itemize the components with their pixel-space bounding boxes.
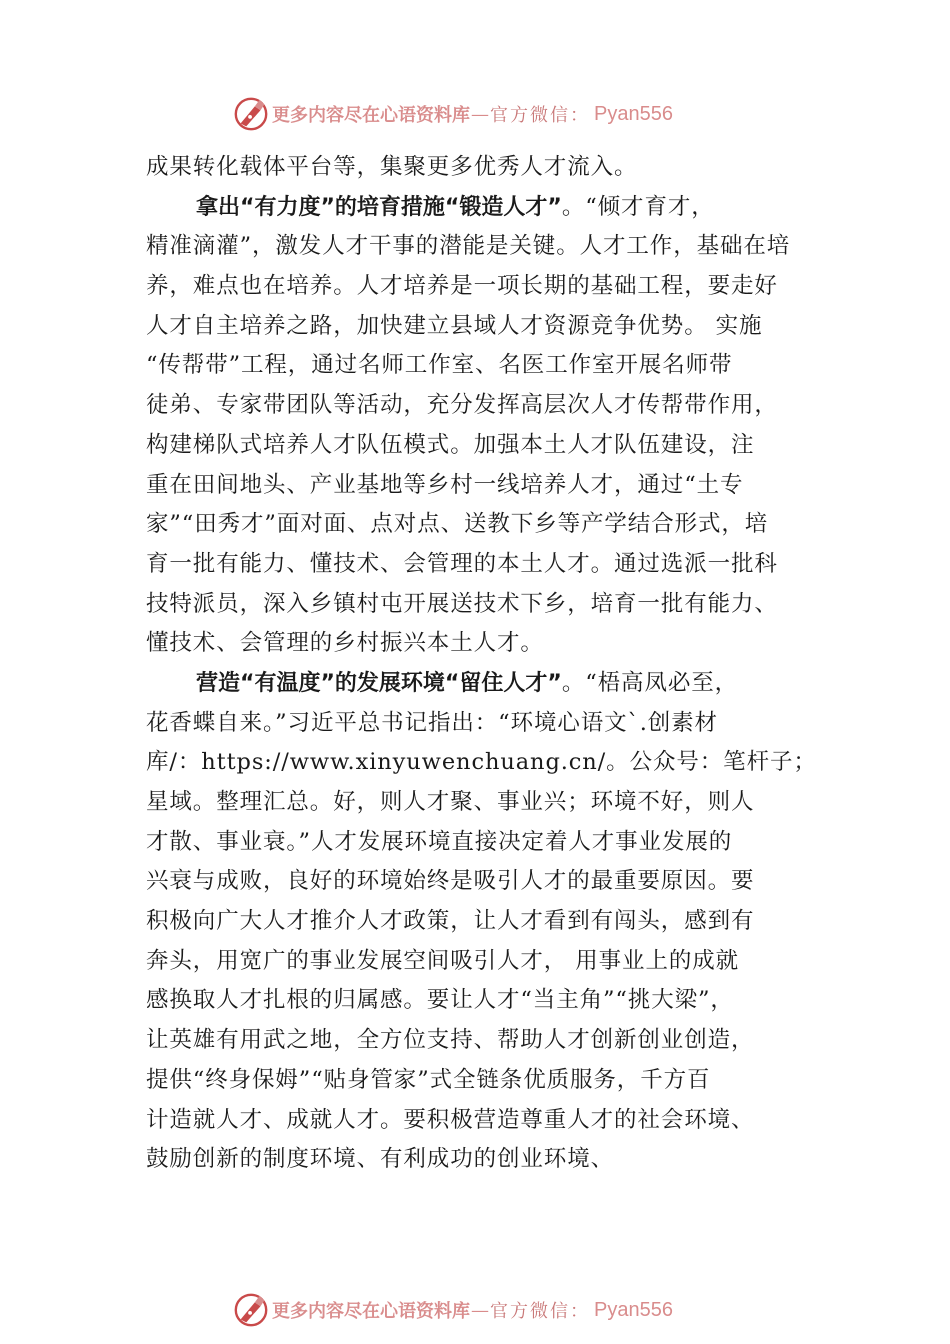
banner-dash: — xyxy=(471,1299,489,1321)
heading-line-rest: 。“梧高凤必至， xyxy=(561,669,739,696)
text-line: 构建梯队式培养人才队伍模式。加强本土人才队伍建设，注 xyxy=(146,431,755,458)
document-body xyxy=(146,148,826,1180)
banner-official-label: 官方微信： xyxy=(490,1301,590,1322)
section-heading-line xyxy=(146,664,826,704)
text-line: 奔头，用宽广的事业发展空间吸引人才， 用事业上的成就 xyxy=(146,947,740,974)
text-line: 精准滴灌”，激发人才干事的潜能是关键。人才工作，基础在培 xyxy=(146,233,791,260)
text-line: 才散、事业衰。”人才发展环境直接决定着人才事业发展的 xyxy=(146,828,733,855)
text-line: 懂技术、会管理的乡村振兴本土人才。 xyxy=(146,630,544,657)
text-line: 感换取人才扎根的归属感。要让人才“当主角”“挑大梁”， xyxy=(146,987,734,1014)
pen-nib-logo-icon xyxy=(232,95,270,133)
heading-line-rest: 。“倾才育才， xyxy=(561,193,715,220)
section-heading: 拿出“有力度”的培育措施“锻造人才” xyxy=(196,194,562,220)
text-line: 兴衰与成败，良好的环境始终是吸引人才的最重要原因。要 xyxy=(146,868,755,895)
text-line: 养，难点也在培养。人才培养是一项长期的基础工程，要走好 xyxy=(146,273,778,300)
text-line: 提供“终身保姆”“贴身管家”式全链条优质服务，千方百 xyxy=(146,1066,711,1093)
banner-wechat-id: Pyan556 xyxy=(594,1298,673,1321)
text-line: 让英雄有用武之地，全方位支持、帮助人才创新创业创造， xyxy=(146,1027,755,1054)
banner-official-label: 官方微信： xyxy=(490,105,590,126)
section-heading-line xyxy=(146,188,826,228)
text-line: 鼓励创新的制度环境、有利成功的创业环境、 xyxy=(146,1146,615,1173)
text-line: 重在田间地头、产业基地等乡村一线培养人才，通过“土专 xyxy=(146,471,744,498)
section-heading: 营造“有温度”的发展环境“留住人才” xyxy=(196,670,562,696)
text-line: 库/：https://www.xinyuwenchuang.cn/。公众号：笔杆子； xyxy=(146,749,817,776)
banner-dash: — xyxy=(471,103,489,125)
pen-nib-logo-icon xyxy=(232,1291,270,1329)
text-line: 花香蝶自来。”习近平总书记指出：“环境心语文`.创素材 xyxy=(146,709,718,736)
text-line: 成果转化载体平台等，集聚更多优秀人才流入。 xyxy=(146,154,638,180)
text-line: 积极向广大人才推介人才政策，让人才看到有闯头，感到有 xyxy=(146,908,755,935)
text-line: 星域。整理汇总。好，则人才聚、事业兴；环境不好，则人 xyxy=(146,789,755,815)
text-line: 人才自主培养之路，加快建立县域人才资源竞争优势。 实施 xyxy=(146,312,763,339)
text-line: 技特派员，深入乡镇村屯开展送技术下乡，培育一批有能力、 xyxy=(146,590,778,617)
text-line: 家”“田秀才”面对面、点对点、送教下乡等产学结合形式，培 xyxy=(146,511,769,538)
header-watermark-banner xyxy=(0,92,950,136)
banner-main-text: 更多内容尽在心语资料库 xyxy=(272,105,470,126)
banner-wechat-id: Pyan556 xyxy=(594,102,673,125)
footer-watermark-banner xyxy=(0,1288,950,1332)
text-line: 徒弟、专家带团队等活动，充分发挥高层次人才传帮带作用， xyxy=(146,392,778,419)
text-line: 育一批有能力、懂技术、会管理的本土人才。通过选派一批科 xyxy=(146,550,778,577)
banner-main-text: 更多内容尽在心语资料库 xyxy=(272,1301,470,1322)
text-line: 计造就人才、成就人才。要积极营造尊重人才的社会环境、 xyxy=(146,1106,755,1133)
text-line: “传帮带”工程，通过名师工作室、名医工作室开展名师带 xyxy=(146,352,733,379)
